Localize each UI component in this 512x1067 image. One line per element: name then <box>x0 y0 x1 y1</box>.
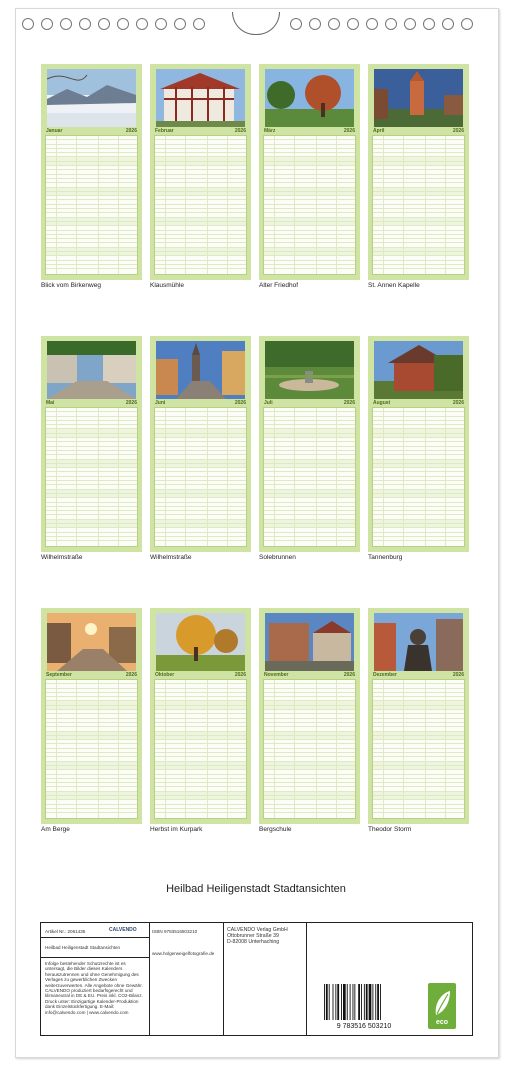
info-box <box>40 922 473 1036</box>
binding-hole <box>22 18 34 30</box>
binding-hole <box>155 18 167 30</box>
month-header <box>154 671 247 679</box>
binding-hole <box>79 18 91 30</box>
month-year: 2026 <box>125 128 137 134</box>
barcode-bar <box>341 984 342 1020</box>
month-photo <box>374 341 463 399</box>
month-caption: Bergschule <box>259 826 292 833</box>
month-card-november <box>259 608 360 824</box>
planner-grid <box>372 407 465 547</box>
month-photo <box>47 613 136 671</box>
month-name: Juli <box>264 400 273 406</box>
month-photo <box>265 613 354 671</box>
month-card-dezember <box>368 608 469 824</box>
barcode-bar <box>333 984 334 1020</box>
month-name: August <box>373 400 391 406</box>
month-card-juli <box>259 336 360 552</box>
month-caption: Solebrunnen <box>259 554 296 561</box>
month-name: April <box>373 128 385 134</box>
binding-hole <box>41 18 53 30</box>
month-header <box>263 127 356 135</box>
month-header <box>154 127 247 135</box>
barcode-bar <box>329 984 330 1020</box>
planner-grid <box>263 135 356 275</box>
barcode-bar <box>350 984 351 1020</box>
planner-grid <box>154 407 247 547</box>
month-caption: Herbst im Kurpark <box>150 826 203 833</box>
month-year: 2026 <box>343 672 355 678</box>
binding-holes-left <box>22 18 205 32</box>
website: www.holgerweigelfotografie.de <box>152 951 215 956</box>
binding-hole <box>385 18 397 30</box>
binding-hole <box>423 18 435 30</box>
barcode-bar <box>366 984 368 1020</box>
month-caption: Klausmühle <box>150 282 184 289</box>
planner-grid <box>263 679 356 819</box>
month-caption: Wilhelmstraße <box>150 554 192 561</box>
month-caption: Theodor Storm <box>368 826 412 833</box>
month-header <box>372 671 465 679</box>
barcode-bar <box>364 984 365 1020</box>
month-header <box>372 399 465 407</box>
binding-hole <box>442 18 454 30</box>
month-caption: Tannenburg <box>368 554 403 561</box>
binding-hole <box>328 18 340 30</box>
planner-grid <box>45 135 138 275</box>
barcode-bar <box>358 984 360 1020</box>
barcode-bar <box>337 984 339 1020</box>
month-card-oktober <box>150 608 251 824</box>
barcode-bar <box>380 984 381 1020</box>
month-header <box>45 127 138 135</box>
binding-holes-right <box>290 18 473 32</box>
legal-text: Infolge bestehender Schutzrechte ist es untersagt, die Bilder dieses Kalenders herauszutrennen und ohne Genehmigung des Verlages zu gewerblichen Zwecken weiterzuverwerten. Alle Angebote ohne Gewähr. CALVENDO produziert bedarfsgerecht und klimaneutral in DE & EU. Preis inkl. CO2-Bilanz. Druck unter: Einzigartige Kalender-Produktion dank Einzelstückfertigung. E-Mail: info@calvendo.com | www.calvendo.com <box>45 961 143 1015</box>
publisher-city: D-82008 Unterhaching <box>227 939 280 945</box>
month-card-mai <box>41 336 142 552</box>
month-name: Februar <box>155 128 174 134</box>
binding-hole <box>347 18 359 30</box>
month-photo <box>265 341 354 399</box>
month-photo <box>156 69 245 127</box>
month-card-januar <box>41 64 142 280</box>
month-name: November <box>264 672 289 678</box>
barcode-bar <box>372 984 373 1020</box>
month-caption: Blick vom Birkenweg <box>41 282 101 289</box>
month-card-september <box>41 608 142 824</box>
planner-grid <box>45 679 138 819</box>
barcode-bar <box>326 984 328 1020</box>
calendar-title: Heilbad Heiligenstadt Stadtansichten <box>166 883 346 895</box>
eco-badge <box>428 983 456 1029</box>
month-card-august <box>368 336 469 552</box>
publisher-street: Ottobrunner Straße 39 <box>227 933 279 939</box>
barcode-bar <box>377 984 379 1020</box>
month-photo <box>156 613 245 671</box>
barcode-bar <box>335 984 336 1020</box>
short-title: Heilbad Heiligenstadt Stadtansichten <box>45 945 121 950</box>
month-card-märz <box>259 64 360 280</box>
month-caption: Alter Friedhof <box>259 282 299 289</box>
month-name: Mai <box>46 400 55 406</box>
binding-hole <box>117 18 129 30</box>
month-caption: Am Berge <box>41 826 70 833</box>
barcode-bar <box>347 984 348 1020</box>
planner-row <box>46 537 137 541</box>
month-year: 2026 <box>125 672 137 678</box>
month-name: Oktober <box>155 672 175 678</box>
binding-hole <box>98 18 110 30</box>
eco-label: eco <box>435 1019 449 1026</box>
binding-hole <box>174 18 186 30</box>
barcode-number: 9 783516 503210 <box>336 1023 392 1030</box>
barcode-bar <box>343 984 346 1020</box>
planner-row <box>264 537 355 541</box>
month-year: 2026 <box>125 400 137 406</box>
planner-grid <box>263 407 356 547</box>
planner-grid <box>154 135 247 275</box>
month-caption: Wilhelmstraße <box>41 554 83 561</box>
isbn-barcode <box>320 982 408 1030</box>
month-header <box>45 399 138 407</box>
planner-row <box>46 265 137 269</box>
month-year: 2026 <box>343 128 355 134</box>
planner-row <box>373 537 464 541</box>
planner-row <box>373 265 464 269</box>
month-photo <box>374 613 463 671</box>
month-name: Juni <box>155 400 166 406</box>
planner-row <box>264 265 355 269</box>
planner-row <box>155 809 246 813</box>
planner-row <box>155 537 246 541</box>
month-header <box>372 127 465 135</box>
month-header <box>263 671 356 679</box>
month-card-april <box>368 64 469 280</box>
month-year: 2026 <box>343 400 355 406</box>
month-name: Januar <box>46 128 63 134</box>
month-card-juni <box>150 336 251 552</box>
month-name: September <box>46 672 72 678</box>
planner-row <box>46 809 137 813</box>
binding-hole <box>290 18 302 30</box>
month-name: März <box>264 128 276 134</box>
publisher-name: CALVENDO Verlag GmbH <box>227 927 288 933</box>
month-photo <box>265 69 354 127</box>
planner-grid <box>154 679 247 819</box>
month-photo <box>156 341 245 399</box>
calvendo-logo: CALVENDO <box>109 927 137 933</box>
binding-hole <box>136 18 148 30</box>
planner-row <box>155 265 246 269</box>
month-photo <box>47 69 136 127</box>
barcode-bar <box>324 984 325 1020</box>
month-photo <box>47 341 136 399</box>
month-year: 2026 <box>452 400 464 406</box>
barcode-bar <box>375 984 376 1020</box>
month-header <box>45 671 138 679</box>
month-caption: St. Annen Kapelle <box>368 282 420 289</box>
binding-hole <box>193 18 205 30</box>
barcode-bar <box>369 984 372 1020</box>
barcode-bar <box>354 984 355 1020</box>
binding-hole <box>404 18 416 30</box>
month-card-februar <box>150 64 251 280</box>
binding-hole <box>309 18 321 30</box>
month-year: 2026 <box>234 400 246 406</box>
month-photo <box>374 69 463 127</box>
planner-row <box>373 809 464 813</box>
month-year: 2026 <box>234 672 246 678</box>
month-header <box>263 399 356 407</box>
month-year: 2026 <box>234 128 246 134</box>
planner-row <box>264 809 355 813</box>
binding-hole <box>60 18 72 30</box>
article-number: Artikel Nr.: 2061435 <box>45 929 86 934</box>
planner-grid <box>45 407 138 547</box>
binding-hole <box>461 18 473 30</box>
planner-grid <box>372 135 465 275</box>
month-year: 2026 <box>452 128 464 134</box>
planner-grid <box>372 679 465 819</box>
barcode-bar <box>361 984 362 1020</box>
binding-hole <box>366 18 378 30</box>
month-name: Dezember <box>373 672 397 678</box>
barcode-bar <box>353 984 354 1020</box>
month-header <box>154 399 247 407</box>
month-year: 2026 <box>452 672 464 678</box>
isbn: ISBN 9783516503210 <box>152 929 198 934</box>
